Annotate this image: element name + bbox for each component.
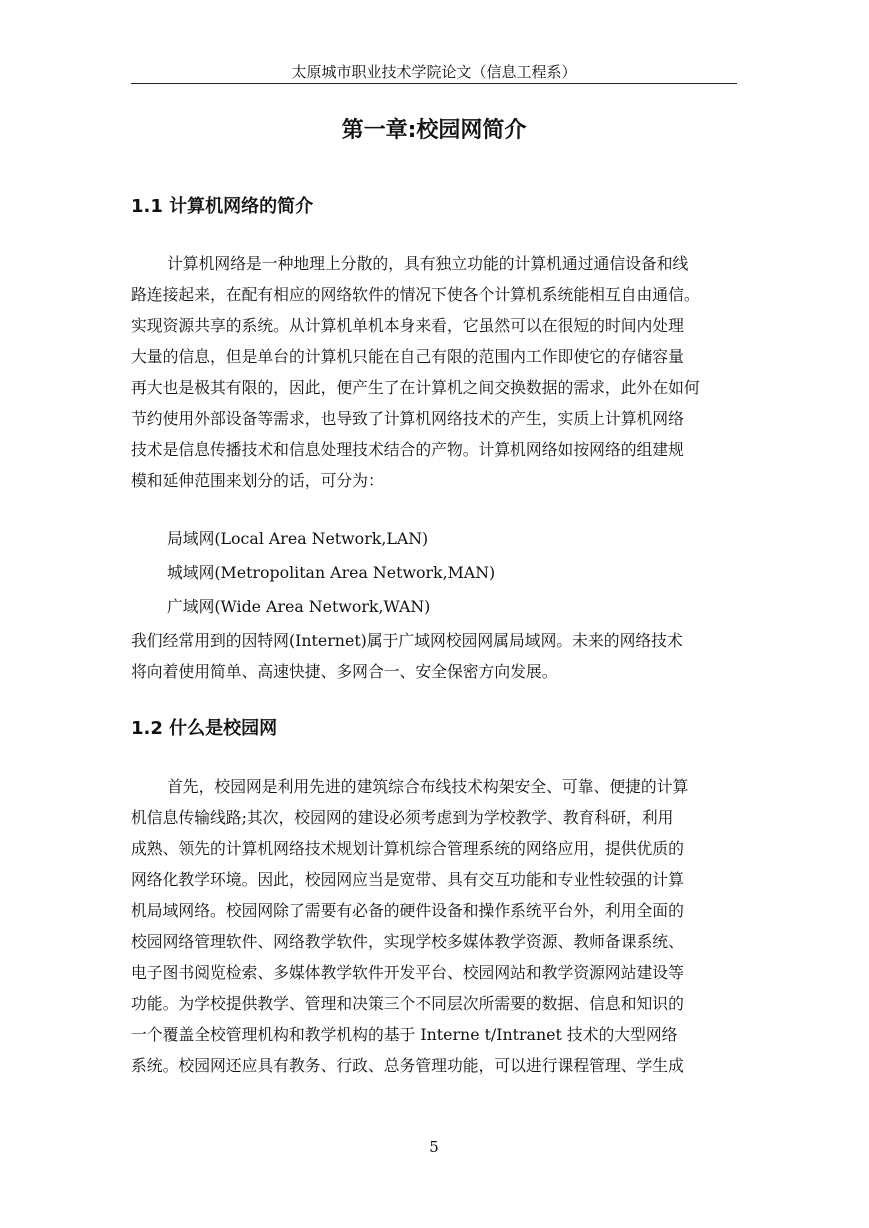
text-line: 再大也是极其有限的，因此，便产生了在计算机之间交换数据的需求，此外在如何	[131, 378, 700, 397]
section-heading-1-2: 1.2 什么是校园网	[131, 718, 278, 739]
text-line: 机信息传输线路;其次，校园网的建设必须考虑到为学校教学、教育科研，利用	[131, 808, 674, 827]
text-line: 实现资源共享的系统。从计算机单机本身来看，它虽然可以在很短的时间内处理	[131, 316, 684, 335]
paragraph-network-intro	[131, 248, 737, 496]
text-line: 路连接起来，在配有相应的网络软件的情况下使各个计算机系统能相互自由通信。	[131, 285, 700, 304]
text-line: 功能。为学校提供教学、管理和决策三个不同层次所需要的数据、信息和知识的	[131, 994, 684, 1013]
paragraph-internet	[131, 625, 737, 687]
page-header: 太原城市职业技术学院论文（信息工程系）	[291, 63, 577, 81]
text-line: 大量的信息，但是单台的计算机只能在自己有限的范围内工作即使它的存储容量	[131, 347, 684, 366]
list-item-lan: 局域网(Local Area Network,LAN)	[167, 529, 429, 548]
text-line: 计算机网络是一种地理上分散的，具有独立功能的计算机通过通信设备和线	[167, 254, 689, 273]
text-line: 校园网络管理软件、网络教学软件，实现学校多媒体教学资源、教师备课系统、	[131, 932, 684, 951]
section-heading-1-1: 1.1 计算机网络的简介	[131, 196, 314, 217]
text-line: 机局域网络。校园网除了需要有必备的硬件设备和操作系统平台外，利用全面的	[131, 901, 684, 920]
text-line: 我们经常用到的因特网(Internet)属于广域网校园网属局域网。未来的网络技术	[131, 631, 683, 650]
text-line: 系统。校园网还应具有教务、行政、总务管理功能，可以进行课程管理、学生成	[131, 1056, 684, 1075]
text-line: 技术是信息传播技术和信息处理技术结合的产物。计算机网络如按网络的组建规	[131, 440, 684, 459]
list-item-wan: 广域网(Wide Area Network,WAN)	[167, 597, 431, 616]
text-line: 模和延伸范围来划分的话，可分为：	[131, 471, 384, 490]
chapter-title: 第一章:校园网简介	[341, 118, 527, 143]
text-line: 将向着使用简单、高速快捷、多网合一、安全保密方向发展。	[131, 662, 558, 681]
list-item-man: 城域网(Metropolitan Area Network,MAN)	[167, 563, 496, 582]
text-line: 节约使用外部设备等需求，也导致了计算机网络技术的产生，实质上计算机网络	[131, 409, 684, 428]
text-line: 网络化教学环境。因此，校园网应当是宽带、具有交互功能和专业性较强的计算	[131, 870, 684, 889]
header-rule	[131, 83, 737, 84]
network-type-list	[167, 522, 737, 624]
paragraph-campus-network	[131, 771, 737, 1081]
text-line: 一个覆盖全校管理机构和教学机构的基于 Interne t/Intranet 技术的大型网络	[131, 1025, 678, 1044]
text-line: 首先，校园网是利用先进的建筑综合布线技术构架安全、可靠、便捷的计算	[167, 777, 689, 796]
text-line: 电子图书阅览检索、多媒体教学软件开发平台、校园网站和教学资源网站建设等	[131, 963, 684, 982]
text-line: 成熟、领先的计算机网络技术规划计算机综合管理系统的网络应用，提供优质的	[131, 839, 684, 858]
page-number: 5	[429, 1138, 439, 1156]
